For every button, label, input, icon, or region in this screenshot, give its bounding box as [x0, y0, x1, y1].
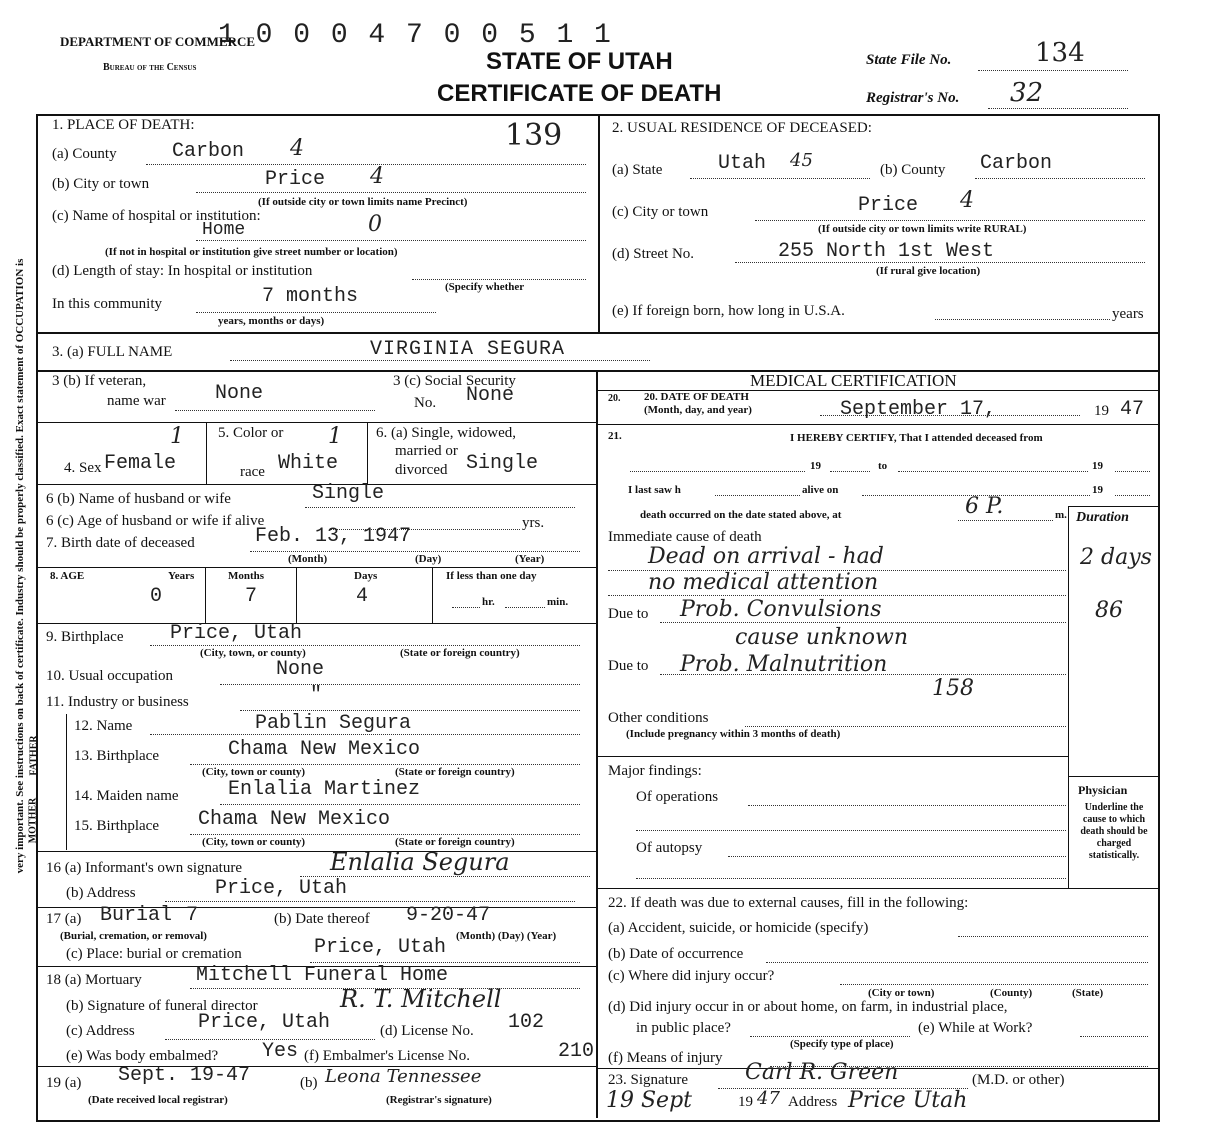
received-note: (Date received local registrar) — [88, 1094, 228, 1106]
due2-note: 158 — [932, 676, 974, 701]
license-value: 102 — [508, 1011, 545, 1034]
burial-place-value: Price, Utah — [314, 936, 447, 959]
due2-line-1: Prob. Malnutrition — [680, 652, 888, 677]
due1-line-2: cause unknown — [735, 625, 908, 650]
veteran-value: None — [215, 382, 264, 405]
other-conditions-label: Other conditions — [608, 710, 709, 726]
hospital-note: (If not in hospital or institution give street number or location) — [105, 246, 398, 258]
signature-address-label: Address — [788, 1094, 838, 1110]
specify-note: (Specify whether — [445, 281, 525, 293]
county-label: (a) County — [52, 146, 117, 162]
where-county-note: (County) — [990, 987, 1033, 999]
mortuary-label: 18 (a) Mortuary — [46, 972, 142, 988]
date-of-death-year: 47 — [1120, 398, 1145, 421]
sex-value: Female — [104, 452, 177, 475]
age-days-label: Days — [354, 570, 378, 582]
father-birth-value: Chama New Mexico — [228, 738, 421, 761]
birthplace-state-note: (State or foreign country) — [400, 647, 520, 659]
father-name-label: 12. Name — [74, 718, 133, 734]
res-city-label: (c) City or town — [612, 204, 709, 220]
date-of-death-sub: (Month, day, and year) — [644, 404, 752, 416]
ss-value: None — [466, 384, 515, 407]
sex-code: 1 — [170, 424, 184, 449]
age-months-label: Months — [228, 570, 265, 582]
certificate-number: 1 0 0 0 4 7 0 0 5 1 1 — [218, 20, 613, 51]
birthplace-label: 9. Birthplace — [46, 629, 124, 645]
where-state-note: (State) — [1072, 987, 1104, 999]
burial-date-label: (b) Date thereof — [274, 911, 370, 927]
md-label: (M.D. or other) — [972, 1072, 1065, 1088]
date-of-death-label: 20. DATE OF DEATH — [644, 391, 749, 403]
m-label: m. — [1055, 509, 1067, 521]
burial-code: 7 — [186, 904, 199, 927]
physician-note: Underline the cause to which death should be charged statistically. — [1080, 802, 1148, 861]
marital-label-3: divorced — [395, 462, 448, 478]
last-saw-label: I last saw h — [628, 484, 681, 496]
spouse-age-unit: yrs. — [522, 515, 545, 531]
embalmed-value: Yes — [262, 1040, 299, 1063]
mortuary-address-value: Price, Utah — [198, 1011, 331, 1034]
certificate-title: CERTIFICATE OF DEATH — [437, 80, 722, 107]
place-heading: 1. PLACE OF DEATH: — [52, 117, 195, 133]
age-hr-label: hr. — [482, 596, 495, 608]
where-city-note: (City or town) — [868, 987, 935, 999]
certify-num: 21. — [608, 430, 622, 442]
to-19: 19 — [1092, 460, 1103, 472]
received-label: 19 (a) — [46, 1075, 82, 1091]
father-birth-label: 13. Birthplace — [74, 748, 159, 764]
license-label: (d) License No. — [380, 1023, 474, 1039]
mother-name-label: 14. Maiden name — [74, 788, 179, 804]
burial-note: (Burial, cremation, or removal) — [60, 930, 207, 942]
res-county-value: Carbon — [980, 152, 1053, 175]
mortuary-address-label: (c) Address — [66, 1023, 135, 1039]
department-label: DEPARTMENT OF COMMERCE — [60, 34, 256, 49]
home-label-1: (d) Did injury occur in or about home, on farm, in industrial place, — [608, 999, 1008, 1015]
duration-label: Duration — [1076, 510, 1129, 525]
work-label: (e) While at Work? — [918, 1020, 1033, 1036]
registrar-label: Registrar's No. — [866, 90, 960, 106]
physician-signature: Carl R. Green — [745, 1060, 899, 1085]
sex-label: 4. Sex — [64, 460, 102, 476]
informant-address-value: Price, Utah — [215, 877, 348, 900]
informant-address-label: (b) Address — [66, 885, 136, 901]
age-under-day-label: If less than one day — [446, 570, 537, 582]
res-city-note: (If outside city or town limits write RURAL) — [818, 223, 1027, 235]
birth-year-note: (Year) — [515, 553, 545, 565]
birthplace-city-note: (City, town, or county) — [200, 647, 306, 659]
full-name-value: VIRGINIA SEGURA — [370, 338, 566, 361]
home-label-2: in public place? — [636, 1020, 731, 1036]
signature-date: 19 Sept — [606, 1088, 693, 1113]
age-months-value: 7 — [245, 585, 258, 608]
from-19: 19 — [810, 460, 821, 472]
place-type-note: (Specify type of place) — [790, 1038, 894, 1050]
signature-label: 23. Signature — [608, 1072, 688, 1088]
veteran-label: 3 (b) If veteran, — [52, 373, 147, 389]
color-label: 5. Color or — [218, 425, 284, 441]
informant-sig-label: 16 (a) Informant's own signature — [46, 860, 242, 876]
occurrence-date-label: (b) Date of occurrence — [608, 946, 744, 962]
burial-label: 17 (a) — [46, 911, 82, 927]
burial-value: Burial — [100, 904, 173, 927]
burial-date-value: 9-20-47 — [406, 904, 491, 927]
signature-year: 47 — [757, 1088, 780, 1109]
date-of-death-19: 19 — [1094, 403, 1109, 419]
means-label: (f) Means of injury — [608, 1050, 723, 1066]
residence-heading: 2. USUAL RESIDENCE OF DECEASED: — [612, 120, 872, 136]
marital-label-1: 6. (a) Single, widowed, — [376, 425, 516, 441]
war-label: name war — [107, 393, 166, 409]
mother-birth-value: Chama New Mexico — [198, 808, 391, 831]
occupation-label: 10. Usual occupation — [46, 668, 174, 684]
to-label: to — [878, 460, 888, 472]
age-min-label: min. — [547, 596, 569, 608]
registrar-sig-label: (b) — [300, 1075, 318, 1091]
due1-duration: 86 — [1095, 598, 1123, 623]
father-side-label: FATHER — [28, 735, 40, 776]
spouse-name-value: Single — [312, 482, 385, 505]
community-label: In this community — [52, 296, 162, 312]
operations-label: Of operations — [636, 789, 719, 805]
spouse-name-label: 6 (b) Name of husband or wife — [46, 491, 231, 507]
embalmer-license-value: 210 — [558, 1040, 595, 1063]
due-to-label-1: Due to — [608, 606, 649, 622]
major-findings-label: Major findings: — [608, 763, 702, 779]
industry-label: 11. Industry or business — [46, 694, 189, 710]
industry-value: " — [310, 684, 323, 707]
where-label: (c) Where did injury occur? — [608, 968, 775, 984]
race-code: 1 — [328, 424, 342, 449]
cause-duration: 2 days — [1080, 545, 1152, 570]
res-city-code: 4 — [960, 188, 974, 213]
hospital-label: (c) Name of hospital or institution: — [52, 208, 261, 224]
res-foreign-years: years — [1112, 306, 1144, 322]
community-value: 7 months — [262, 285, 359, 308]
race-value: White — [278, 452, 339, 475]
autopsy-label: Of autopsy — [636, 840, 703, 856]
res-foreign-label: (e) If foreign born, how long in U.S.A. — [612, 303, 845, 319]
mortuary-value: Mitchell Funeral Home — [196, 964, 449, 987]
bureau-label: Bureau of the Census — [103, 62, 197, 73]
alive-on-label: alive on — [802, 484, 839, 496]
registrar-signature: Leona Tennessee — [325, 1066, 482, 1087]
state-file-label: State File No. — [866, 52, 952, 68]
full-name-label: 3. (a) FULL NAME — [52, 344, 173, 360]
res-state-value: Utah — [718, 152, 767, 175]
res-street-value: 255 North 1st West — [778, 240, 995, 263]
director-label: (b) Signature of funeral director — [66, 998, 258, 1014]
birthplace-value: Price, Utah — [170, 622, 303, 645]
birth-date-value: Feb. 13, 1947 — [255, 525, 412, 548]
cause-line-1: Dead on arrival - had — [648, 544, 884, 569]
signature-year-prefix: 19 — [738, 1094, 753, 1110]
accident-label: (a) Accident, suicide, or homicide (specify) — [608, 920, 869, 936]
birth-month-note: (Month) — [288, 553, 328, 565]
city-code: 4 — [370, 164, 384, 189]
res-city-value: Price — [858, 194, 919, 217]
res-state-code: 45 — [790, 150, 813, 171]
state-file-number: 134 — [1035, 38, 1085, 68]
alive-on-19: 19 — [1092, 484, 1103, 496]
father-birth-city-note: (City, town or county) — [202, 766, 306, 778]
age-years-value: 0 — [150, 585, 163, 608]
signature-address-value: Price Utah — [848, 1088, 968, 1113]
received-value: Sept. 19-47 — [118, 1064, 251, 1087]
occupation-value: None — [276, 658, 325, 681]
medical-heading: MEDICAL CERTIFICATION — [750, 371, 957, 390]
mother-name-value: Enlalia Martinez — [228, 778, 421, 801]
res-street-label: (d) Street No. — [612, 246, 695, 262]
physician-label: Physician — [1078, 783, 1128, 797]
director-signature: R. T. Mitchell — [340, 985, 502, 1013]
marital-label-2: married or — [395, 443, 458, 459]
age-label: 8. AGE — [50, 570, 85, 582]
death-time-value: 6 P. — [965, 494, 1004, 519]
city-note: (If outside city or town limits name Precinct) — [258, 196, 468, 208]
stay-label: (d) Length of stay: In hospital or institution — [52, 263, 313, 279]
embalmed-label: (e) Was body embalmed? — [66, 1048, 219, 1064]
father-name-value: Pablin Segura — [255, 712, 412, 735]
date-of-death-value: September 17, — [840, 398, 997, 421]
county-code: 4 — [290, 136, 304, 161]
birth-day-note: (Day) — [415, 553, 442, 565]
burial-place-label: (c) Place: burial or cremation — [66, 946, 242, 962]
race-label: race — [240, 464, 265, 480]
embalmer-license-label: (f) Embalmer's License No. — [304, 1048, 470, 1064]
marital-value: Single — [466, 452, 539, 475]
mother-birth-label: 15. Birthplace — [74, 818, 159, 834]
registrar-sig-note: (Registrar's signature) — [386, 1094, 492, 1106]
state-title: STATE OF UTAH — [486, 48, 673, 75]
certify-text: I HEREBY CERTIFY, That I attended deceased from — [790, 432, 1043, 444]
registrar-number: 32 — [1010, 78, 1044, 108]
age-days-value: 4 — [356, 585, 369, 608]
mother-birth-city-note: (City, town or county) — [202, 836, 306, 848]
res-state-label: (a) State — [612, 162, 663, 178]
external-heading: 22. If death was due to external causes, fill in the following: — [608, 895, 969, 911]
city-value: Price — [265, 168, 326, 191]
hospital-code: 0 — [368, 212, 382, 237]
cause-line-2: no medical attention — [648, 570, 879, 595]
father-birth-state-note: (State or foreign country) — [395, 766, 515, 778]
informant-signature: Enlalia Segura — [330, 848, 510, 876]
ss-no-label: No. — [414, 395, 437, 411]
immediate-cause-label: Immediate cause of death — [608, 529, 762, 545]
res-county-label: (b) County — [880, 162, 946, 178]
due1-line-1: Prob. Convulsions — [680, 597, 882, 622]
margin-mark: 139 — [505, 118, 563, 153]
death-occurred-label: death occurred on the date stated above, at — [640, 509, 842, 521]
mother-birth-state-note: (State or foreign country) — [395, 836, 515, 848]
ss-label: 3 (c) Social Security — [393, 373, 516, 389]
hospital-value: Home — [202, 220, 246, 240]
margin-instructions: very important. See instructions on back of certificate. Industry should be properly classified. Exact statement of OCCUPATION is — [14, 258, 26, 874]
years-note: years, months or days) — [218, 315, 325, 327]
burial-date-note: (Month) (Day) (Year) — [456, 930, 557, 942]
other-conditions-note: (Include pregnancy within 3 months of death) — [626, 728, 841, 740]
city-label: (b) City or town — [52, 176, 150, 192]
spouse-age-label: 6 (c) Age of husband or wife if alive — [46, 513, 265, 529]
age-years-label: Years — [168, 570, 195, 582]
birth-date-label: 7. Birth date of deceased — [46, 535, 195, 551]
due-to-label-2: Due to — [608, 658, 649, 674]
res-street-note: (If rural give location) — [876, 265, 981, 277]
mother-side-label: MOTHER — [27, 797, 39, 844]
county-value: Carbon — [172, 140, 245, 163]
